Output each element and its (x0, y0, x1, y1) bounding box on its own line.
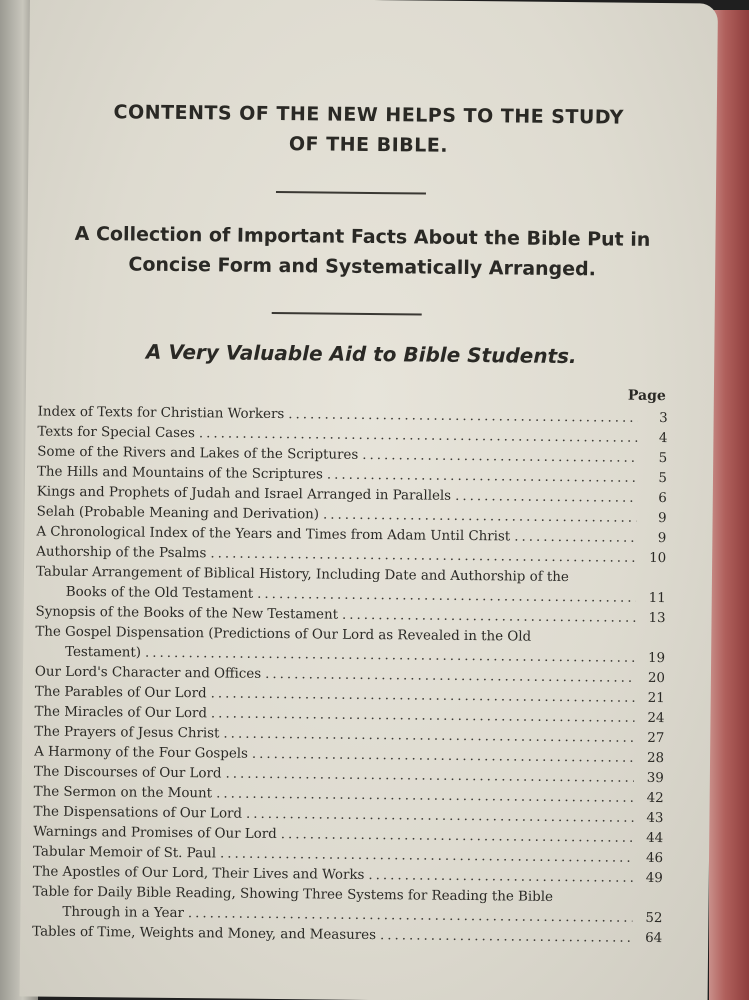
dot-leader (368, 866, 633, 889)
subtitle-line-2: Concise Form and Systematically Arranged. (128, 253, 597, 281)
toc-entry-title: Kings and Prophets of Judah and Israel Arranged in Parallels (36, 484, 452, 504)
toc-page-number: 6 (658, 491, 667, 507)
toc-entry-title: The Apostles of Our Lord, Their Lives and Works (32, 864, 365, 883)
toc-entry-title: Selah (Probable Meaning and Derivation) (36, 504, 320, 523)
page-title (48, 97, 689, 164)
toc-page-number: 24 (647, 710, 665, 727)
toc-page-number: 3 (659, 411, 668, 427)
toc-entry-title-continued: Through in a Year (62, 904, 184, 922)
toc-page-number: 28 (646, 750, 665, 767)
toc-entry-title: Tabular Memoir of St. Paul (32, 844, 217, 862)
toc-entry-title: Tabular Arrangement of Biblical History, Including Date and Authorship of the (35, 564, 569, 586)
toc-entry-title: The Hills and Mountains of the Scriptures (36, 464, 323, 483)
toc-page-number: 5 (658, 471, 668, 487)
toc-page-number: 52 (645, 910, 663, 927)
tagline: A Very Valuable Aid to Bible Students. (145, 339, 577, 369)
toc-entry (36, 562, 666, 609)
toc-page-number: 42 (646, 790, 664, 807)
toc-page-number: 44 (646, 830, 664, 847)
toc-page-number: 4 (658, 431, 668, 447)
toc-page-number: 11 (648, 590, 666, 607)
toc-entry-title: The Miracles of Our Lord (34, 704, 208, 722)
toc-page-number: 64 (645, 930, 663, 947)
divider-rule (276, 191, 426, 195)
dot-leader (455, 487, 637, 509)
toc-entry-title: Texts for Special Cases (37, 424, 195, 442)
book-page (20, 0, 718, 1000)
toc-page-number: 39 (646, 770, 664, 787)
page-column-label: Page (627, 387, 666, 405)
toc-entry-title: Index of Texts for Christian Workers (37, 404, 285, 423)
toc-entry-title-continued: Books of the Old Testament (65, 584, 254, 602)
toc-entry-title: Warnings and Promises of Our Lord (33, 824, 277, 843)
divider-rule (272, 312, 422, 316)
toc-entry-title: Our Lord's Character and Offices (34, 664, 262, 682)
toc-page-number: 49 (645, 870, 663, 887)
toc-entry-title: Authorship of the Psalms (36, 544, 207, 562)
toc-page-number: 19 (647, 650, 666, 667)
toc-page-number: 43 (646, 810, 664, 827)
title-line-1: CONTENTS OF THE NEW HELPS TO THE STUDY (113, 101, 625, 129)
toc-entry-title: The Sermon on the Mount (33, 784, 213, 802)
subtitle (37, 218, 688, 285)
toc-entry (32, 882, 662, 929)
toc-page-number: 13 (648, 610, 666, 627)
dot-leader (514, 527, 636, 548)
toc-page-number: 21 (647, 690, 665, 707)
toc-entry-title: The Parables of Our Lord (34, 684, 207, 702)
toc-entry (35, 622, 665, 669)
toc-entry-title: Some of the Rivers and Lakes of the Scriptures (37, 444, 359, 463)
toc-page-number: 5 (658, 451, 668, 467)
toc-page-number: 9 (657, 531, 667, 547)
toc-entry-title-continued: Testament) (65, 644, 142, 661)
toc-entry-title: The Prayers of Jesus Christ (34, 724, 220, 742)
toc-page-number: 20 (647, 670, 665, 687)
subtitle-line-1: A Collection of Important Facts About the Bible Put in (74, 222, 651, 251)
toc-entry-title: A Chronological Index of the Years and Times from Adam Until Christ (36, 524, 511, 545)
toc-entry-title: The Dispensations of Our Lord (33, 804, 243, 822)
toc-page-number: 46 (645, 850, 664, 867)
toc-entry-title: A Harmony of the Four Gospels (34, 744, 249, 762)
toc-page-number: 10 (649, 550, 667, 567)
toc-entry-title: Tables of Time, Weights and Money, and Measures (32, 924, 377, 944)
title-line-2: OF THE BIBLE. (288, 133, 449, 157)
dot-leader (380, 926, 632, 949)
toc-entry-title: Table for Daily Bible Reading, Showing Three Systems for Reading the Bible (32, 884, 554, 905)
toc-entry-title: The Discourses of Our Lord (33, 764, 222, 782)
table-of-contents (32, 403, 668, 950)
toc-page-number: 9 (657, 511, 667, 527)
toc-page-number: 27 (647, 730, 665, 747)
toc-entry-title: Synopsis of the Books of the New Testament (35, 604, 339, 623)
toc-entry-title: The Gospel Dispensation (Predictions of Our Lord as Revealed in the Old (35, 624, 532, 645)
